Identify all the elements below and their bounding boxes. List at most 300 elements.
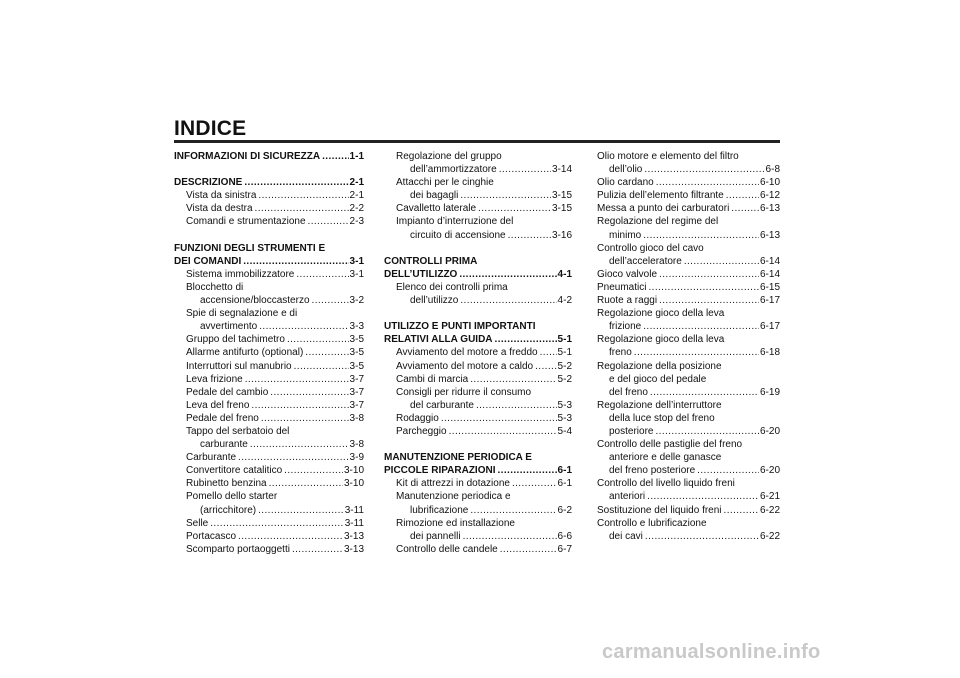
toc-leader-dots xyxy=(731,202,759,215)
toc-entry xyxy=(174,543,364,556)
toc-entry-text: lubrificazione xyxy=(410,504,469,516)
toc-leader-dots xyxy=(643,320,759,333)
toc-entry xyxy=(597,268,780,281)
toc-entry-text: Scomparto portaoggetti xyxy=(186,543,290,555)
toc-entry xyxy=(597,386,780,399)
toc-entry-text: RELATIVI ALLA GUIDA xyxy=(384,334,493,346)
toc-entry xyxy=(174,451,364,464)
toc-entry xyxy=(597,346,780,359)
toc-page-number: 6-15 xyxy=(759,281,780,293)
toc-page-number: 3-9 xyxy=(349,452,364,464)
toc-leader-dots xyxy=(460,189,551,202)
toc-page-number: 6-17 xyxy=(759,295,780,307)
toc-leader-dots xyxy=(643,229,759,242)
toc-leader-dots xyxy=(659,294,759,307)
toc-entry xyxy=(384,360,572,373)
toc-entry xyxy=(384,176,572,189)
toc-entry-text: e del gioco del pedale xyxy=(609,373,707,385)
toc-entry xyxy=(384,504,572,517)
toc-page-number: 3-10 xyxy=(343,465,364,477)
toc-entry-text: Portacasco xyxy=(186,530,237,542)
toc-entry-text: DELL’UTILIZZO xyxy=(384,268,458,280)
toc-entry-text: Regolazione dell’interruttore xyxy=(597,399,722,411)
toc-leader-dots xyxy=(449,425,557,438)
watermark: carmanualsonline.info xyxy=(602,641,821,663)
toc-page-number: 6-7 xyxy=(557,543,572,555)
toc-page-number: 4-2 xyxy=(557,295,572,307)
toc-spacer xyxy=(174,229,364,242)
toc-entry-text: Controllo delle candele xyxy=(396,543,498,555)
toc-leader-dots xyxy=(535,360,556,373)
toc-page-number: 6-17 xyxy=(759,321,780,333)
toc-entry-text: dell’olio xyxy=(609,164,643,176)
toc-entry-text: del freno posteriore xyxy=(609,465,696,477)
toc-page-number: 3-16 xyxy=(551,229,572,241)
toc-page-number: 6-18 xyxy=(759,347,780,359)
toc-entry-text: Regolazione del regime del xyxy=(597,216,719,228)
toc-section-heading xyxy=(384,320,572,333)
toc-entry-text: Gruppo del tachimetro xyxy=(186,334,285,346)
toc-leader-dots xyxy=(459,268,556,281)
toc-leader-dots xyxy=(305,346,348,359)
toc-page-number: 3-15 xyxy=(551,190,572,202)
toc-page-number: 3-7 xyxy=(349,399,364,411)
toc-entry xyxy=(597,307,780,320)
toc-leader-dots xyxy=(645,530,759,543)
toc-entry xyxy=(597,477,780,490)
toc-page-number: 6-21 xyxy=(759,491,780,503)
toc-page-number: 3-2 xyxy=(349,295,364,307)
toc-entry-text: Rimozione ed installazione xyxy=(396,517,515,529)
toc-leader-dots xyxy=(210,517,343,530)
toc-entry xyxy=(597,490,780,503)
toc-entry xyxy=(384,517,572,530)
toc-entry-text: Parcheggio xyxy=(396,425,447,437)
toc-entry xyxy=(174,333,364,346)
toc-page-number: 6-14 xyxy=(759,268,780,280)
toc-leader-dots xyxy=(238,530,343,543)
toc-entry xyxy=(597,215,780,228)
toc-leader-dots xyxy=(684,255,759,268)
toc-leader-dots xyxy=(287,333,349,346)
toc-entry xyxy=(597,150,780,163)
toc-entry-text: UTILIZZO E PUNTI IMPORTANTI xyxy=(384,321,536,333)
toc-entry-text: Comandi e strumentazione xyxy=(186,216,306,228)
toc-leader-dots xyxy=(261,412,349,425)
toc-entry-text: Vista da sinistra xyxy=(186,190,257,202)
toc-entry xyxy=(174,189,364,202)
toc-entry-text: Controllo e lubrificazione xyxy=(597,517,707,529)
toc-entry xyxy=(174,530,364,543)
toc-page-number: 6-22 xyxy=(759,504,780,516)
toc-leader-dots xyxy=(644,163,764,176)
toc-entry-text: della luce stop del freno xyxy=(609,412,715,424)
toc-page-number: 3-5 xyxy=(349,360,364,372)
toc-page-number: 6-1 xyxy=(557,478,572,490)
toc-entry xyxy=(384,425,572,438)
toc-entry-text: dei cavi xyxy=(609,530,643,542)
toc-leader-dots xyxy=(245,373,349,386)
toc-page-number: 6-19 xyxy=(759,386,780,398)
toc-entry xyxy=(597,255,780,268)
toc-page-number: 3-13 xyxy=(343,530,364,542)
toc-entry-text: Sostituzione del liquido freni xyxy=(597,504,722,516)
toc-leader-dots xyxy=(463,530,557,543)
toc-leader-dots xyxy=(656,176,759,189)
toc-page-number: 6-20 xyxy=(759,425,780,437)
toc-leader-dots xyxy=(500,543,557,556)
toc-leader-dots xyxy=(659,268,759,281)
title-rule xyxy=(174,140,780,143)
toc-entry xyxy=(174,360,364,373)
toc-leader-dots xyxy=(238,451,349,464)
toc-section-heading xyxy=(384,268,572,281)
toc-leader-dots xyxy=(650,386,759,399)
toc-entry-text: accensione/bloccasterzo xyxy=(200,295,310,307)
toc-leader-dots xyxy=(648,281,759,294)
toc-entry xyxy=(174,307,364,320)
toc-entry xyxy=(384,490,572,503)
toc-entry-text: Cambi di marcia xyxy=(396,373,469,385)
toc-leader-dots xyxy=(540,346,557,359)
toc-entry-text: INFORMAZIONI DI SICUREZZA xyxy=(174,151,321,162)
toc-entry-text: Convertitore catalitico xyxy=(186,465,283,477)
toc-entry xyxy=(384,150,572,163)
toc-entry-text: Blocchetto di xyxy=(186,281,244,293)
toc-section-heading xyxy=(174,150,364,163)
toc-leader-dots xyxy=(499,163,551,176)
toc-entry-text: Regolazione del gruppo xyxy=(396,151,502,162)
toc-entry-text: Regolazione gioco della leva xyxy=(597,334,725,346)
toc-entry-text: del freno xyxy=(609,386,648,398)
toc-entry xyxy=(174,490,364,503)
toc-entry xyxy=(597,425,780,438)
toc-entry xyxy=(384,189,572,202)
toc-entry-text: dell’acceleratore xyxy=(609,255,682,267)
toc-entry-text: Elenco dei controlli prima xyxy=(396,281,508,293)
toc-page-number: 3-14 xyxy=(551,164,572,176)
toc-entry-text: Tappo del serbatoio del xyxy=(186,425,290,437)
toc-entry xyxy=(597,399,780,412)
toc-page-number: 3-15 xyxy=(551,203,572,215)
toc-page-number: 3-1 xyxy=(349,255,364,267)
toc-section-heading xyxy=(174,176,364,189)
toc-entry-text: Rodaggio xyxy=(396,412,439,424)
toc-section-heading xyxy=(384,464,572,477)
toc-entry xyxy=(597,464,780,477)
toc-entry-text: dell’ammortizzatore xyxy=(410,164,497,176)
toc-leader-dots xyxy=(478,202,551,215)
toc-leader-dots xyxy=(243,255,348,268)
toc-entry-text: Regolazione della posizione xyxy=(597,360,722,372)
toc-entry xyxy=(597,333,780,346)
toc-entry-text: Olio motore e elemento del filtro xyxy=(597,151,739,162)
toc-entry-text: Pedale del cambio xyxy=(186,386,269,398)
toc-page-number: 4-1 xyxy=(557,268,572,280)
toc-page-number: 3-11 xyxy=(344,517,364,529)
toc-entry-text: Vista da destra xyxy=(186,203,253,215)
toc-entry-text: Selle xyxy=(186,517,209,529)
toc-leader-dots xyxy=(296,268,348,281)
toc-page-number: 3-7 xyxy=(349,386,364,398)
toc-entry xyxy=(597,242,780,255)
toc-entry xyxy=(384,543,572,556)
toc-entry xyxy=(384,530,572,543)
toc-leader-dots xyxy=(258,504,344,517)
toc-entry-text: Ruote a raggi xyxy=(597,295,658,307)
toc-entry xyxy=(174,202,364,215)
toc-leader-dots xyxy=(470,504,556,517)
toc-leader-dots xyxy=(255,202,349,215)
toc-entry-text: Kit di attrezzi in dotazione xyxy=(396,478,510,490)
toc-entry-text: Avviamento del motore a caldo xyxy=(396,360,534,372)
toc-leader-dots xyxy=(495,333,557,346)
toc-column-2 xyxy=(384,150,572,556)
toc-entry-text: Gioco valvole xyxy=(597,268,658,280)
toc-spacer xyxy=(384,307,572,320)
toc-leader-dots xyxy=(497,464,556,477)
toc-section-heading xyxy=(174,255,364,268)
toc-entry-text: anteriori xyxy=(609,491,646,503)
toc-entry-text: carburante xyxy=(200,439,248,451)
toc-page-number: 6-13 xyxy=(759,203,780,215)
toc-page-number: 5-3 xyxy=(557,412,572,424)
toc-entry-text: Controllo gioco del cavo xyxy=(597,242,704,254)
toc-entry-text: Avviamento del motore a freddo xyxy=(396,347,538,359)
toc-entry-text: Impianto d’interruzione del xyxy=(396,216,514,228)
toc-entry-text: avvertimento xyxy=(200,321,258,333)
toc-entry xyxy=(174,281,364,294)
toc-leader-dots xyxy=(294,360,349,373)
toc-leader-dots xyxy=(441,412,557,425)
toc-entry-text: Spie di segnalazione e di xyxy=(186,308,298,320)
toc-leader-dots xyxy=(312,294,349,307)
toc-section-heading xyxy=(384,333,572,346)
toc-leader-dots xyxy=(292,543,343,556)
toc-page-number: 3-11 xyxy=(344,504,364,516)
toc-entry xyxy=(384,346,572,359)
toc-leader-dots xyxy=(258,189,348,202)
toc-entry-text: Allarme antifurto (optional) xyxy=(186,347,304,359)
toc-page-number: 6-1 xyxy=(557,465,572,477)
toc-entry xyxy=(174,294,364,307)
toc-leader-dots xyxy=(508,229,551,242)
toc-entry xyxy=(597,189,780,202)
toc-leader-dots xyxy=(308,215,349,228)
toc-entry xyxy=(384,163,572,176)
toc-page-number: 6-20 xyxy=(759,465,780,477)
toc-entry xyxy=(597,504,780,517)
toc-entry-text: minimo xyxy=(609,229,642,241)
toc-entry-text: FUNZIONI DEGLI STRUMENTI E xyxy=(174,242,326,254)
toc-entry-text: DESCRIZIONE xyxy=(174,177,243,189)
toc-page-number: 6-2 xyxy=(557,504,572,516)
toc-entry-text: posteriore xyxy=(609,425,654,437)
toc-entry-text: CONTROLLI PRIMA xyxy=(384,255,478,267)
toc-entry xyxy=(597,360,780,373)
toc-entry xyxy=(174,517,364,530)
toc-entry xyxy=(384,215,572,228)
toc-entry-text: Sistema immobilizzatore xyxy=(186,268,295,280)
toc-page-number: 3-13 xyxy=(343,543,364,555)
toc-entry-text: Controllo del livello liquido freni xyxy=(597,478,735,490)
toc-leader-dots xyxy=(647,490,759,503)
toc-entry xyxy=(174,504,364,517)
toc-leader-dots xyxy=(250,438,349,451)
toc-section-heading xyxy=(384,255,572,268)
toc-entry xyxy=(174,412,364,425)
toc-page-number: 2-1 xyxy=(349,190,364,202)
toc-spacer xyxy=(384,438,572,451)
toc-entry-text: DEI COMANDI xyxy=(174,255,242,267)
toc-entry-text: Leva del freno xyxy=(186,399,250,411)
toc-entry xyxy=(384,202,572,215)
toc-entry xyxy=(384,412,572,425)
toc-entry-text: freno xyxy=(609,347,632,359)
toc-entry xyxy=(597,438,780,451)
toc-entry-text: Olio cardano xyxy=(597,177,654,189)
toc-entry-text: Carburante xyxy=(186,452,237,464)
toc-entry-text: Attacchi per le cinghie xyxy=(396,177,494,189)
toc-entry-text: dei bagagli xyxy=(410,190,459,202)
toc-entry xyxy=(174,399,364,412)
toc-leader-dots xyxy=(655,425,759,438)
toc-spacer xyxy=(174,163,364,176)
toc-page-number: 6-12 xyxy=(759,190,780,202)
toc-entry-text: Consigli per ridurre il consumo xyxy=(396,386,532,398)
page-title: INDICE xyxy=(174,117,247,140)
toc-entry-text: dei pannelli xyxy=(410,530,461,542)
toc-entry xyxy=(597,176,780,189)
toc-page-number: 3-10 xyxy=(343,478,364,490)
toc-entry-text: frizione xyxy=(609,321,642,333)
toc-page-number: 6-13 xyxy=(759,229,780,241)
toc-spacer xyxy=(384,242,572,255)
toc-entry-text: Leva frizione xyxy=(186,373,243,385)
toc-page-number: 1-1 xyxy=(349,151,364,162)
toc-column-1 xyxy=(174,150,364,556)
toc-entry-text: anteriore e delle ganasce xyxy=(609,452,722,464)
toc-entry-text: Pneumatici xyxy=(597,281,647,293)
toc-entry xyxy=(174,268,364,281)
toc-page-number: 3-5 xyxy=(349,347,364,359)
toc-page-number: 6-14 xyxy=(759,255,780,267)
toc-column-3 xyxy=(597,150,780,543)
toc-entry-text: del carburante xyxy=(410,399,474,411)
toc-page-number: 5-2 xyxy=(557,373,572,385)
toc-leader-dots xyxy=(270,386,348,399)
toc-page-number: 2-2 xyxy=(349,203,364,215)
toc-page-number: 2-1 xyxy=(349,177,364,189)
toc-page-number: 6-10 xyxy=(759,177,780,189)
toc-entry xyxy=(174,346,364,359)
toc-leader-dots xyxy=(724,504,759,517)
toc-entry xyxy=(174,320,364,333)
toc-page-number: 3-3 xyxy=(349,321,364,333)
toc-page-number: 3-8 xyxy=(349,412,364,424)
toc-leader-dots xyxy=(284,464,343,477)
toc-entry xyxy=(597,517,780,530)
toc-entry-text: Manutenzione periodica e xyxy=(396,491,511,503)
toc-entry xyxy=(174,373,364,386)
toc-page-number: 6-6 xyxy=(557,530,572,542)
toc-entry xyxy=(174,438,364,451)
toc-leader-dots xyxy=(259,320,348,333)
toc-entry xyxy=(384,281,572,294)
toc-page-number: 3-8 xyxy=(349,439,364,451)
toc-entry xyxy=(597,530,780,543)
toc-entry xyxy=(597,320,780,333)
toc-entry-text: (arricchitore) xyxy=(200,504,257,516)
toc-entry xyxy=(384,373,572,386)
toc-leader-dots xyxy=(460,294,556,307)
toc-entry xyxy=(597,451,780,464)
toc-entry xyxy=(597,229,780,242)
toc-entry xyxy=(597,202,780,215)
toc-leader-dots xyxy=(244,176,348,189)
toc-entry xyxy=(174,425,364,438)
toc-page-number: 2-3 xyxy=(349,216,364,228)
toc-page-number: 5-2 xyxy=(557,360,572,372)
toc-entry-text: Pedale del freno xyxy=(186,412,259,424)
toc-page-number: 5-3 xyxy=(557,399,572,411)
toc-leader-dots xyxy=(251,399,348,412)
toc-entry xyxy=(597,163,780,176)
toc-entry-text: Rubinetto benzina xyxy=(186,478,267,490)
toc-page-number: 6-22 xyxy=(759,530,780,542)
toc-leader-dots xyxy=(470,373,556,386)
toc-entry xyxy=(174,386,364,399)
toc-page-number: 5-1 xyxy=(557,334,572,346)
toc-entry-text: Cavalletto laterale xyxy=(396,203,477,215)
toc-leader-dots xyxy=(269,477,343,490)
toc-entry xyxy=(174,215,364,228)
toc-entry-text: Messa a punto dei carburatori xyxy=(597,203,730,215)
toc-entry-text: Pomello dello starter xyxy=(186,491,278,503)
toc-page-number: 3-5 xyxy=(349,334,364,346)
toc-entry xyxy=(597,373,780,386)
toc-leader-dots xyxy=(697,464,759,477)
toc-leader-dots xyxy=(476,399,557,412)
toc-entry xyxy=(384,386,572,399)
toc-entry xyxy=(384,477,572,490)
toc-entry xyxy=(384,399,572,412)
toc-entry-text: Interruttori sul manubrio xyxy=(186,360,292,372)
toc-entry xyxy=(384,229,572,242)
toc-leader-dots xyxy=(726,189,759,202)
toc-entry xyxy=(597,294,780,307)
toc-section-heading xyxy=(384,451,572,464)
toc-leader-dots xyxy=(512,477,557,490)
toc-page-number: 3-1 xyxy=(349,268,364,280)
toc-entry xyxy=(597,281,780,294)
toc-page-number: 5-4 xyxy=(557,425,572,437)
toc-entry-text: Pulizia dell’elemento filtrante xyxy=(597,190,724,202)
toc-leader-dots xyxy=(634,346,759,359)
toc-page-number: 3-7 xyxy=(349,373,364,385)
toc-entry xyxy=(174,477,364,490)
toc-entry xyxy=(597,412,780,425)
toc-section-heading xyxy=(174,242,364,255)
toc-entry-text: Regolazione gioco della leva xyxy=(597,308,725,320)
toc-entry xyxy=(384,294,572,307)
toc-entry-text: circuito di accensione xyxy=(410,229,506,241)
toc-entry xyxy=(174,464,364,477)
toc-entry-text: dell’utilizzo xyxy=(410,295,459,307)
toc-leader-dots xyxy=(322,150,348,163)
toc-entry-text: MANUTENZIONE PERIODICA E xyxy=(384,452,532,464)
toc-page-number: 6-8 xyxy=(765,164,780,176)
